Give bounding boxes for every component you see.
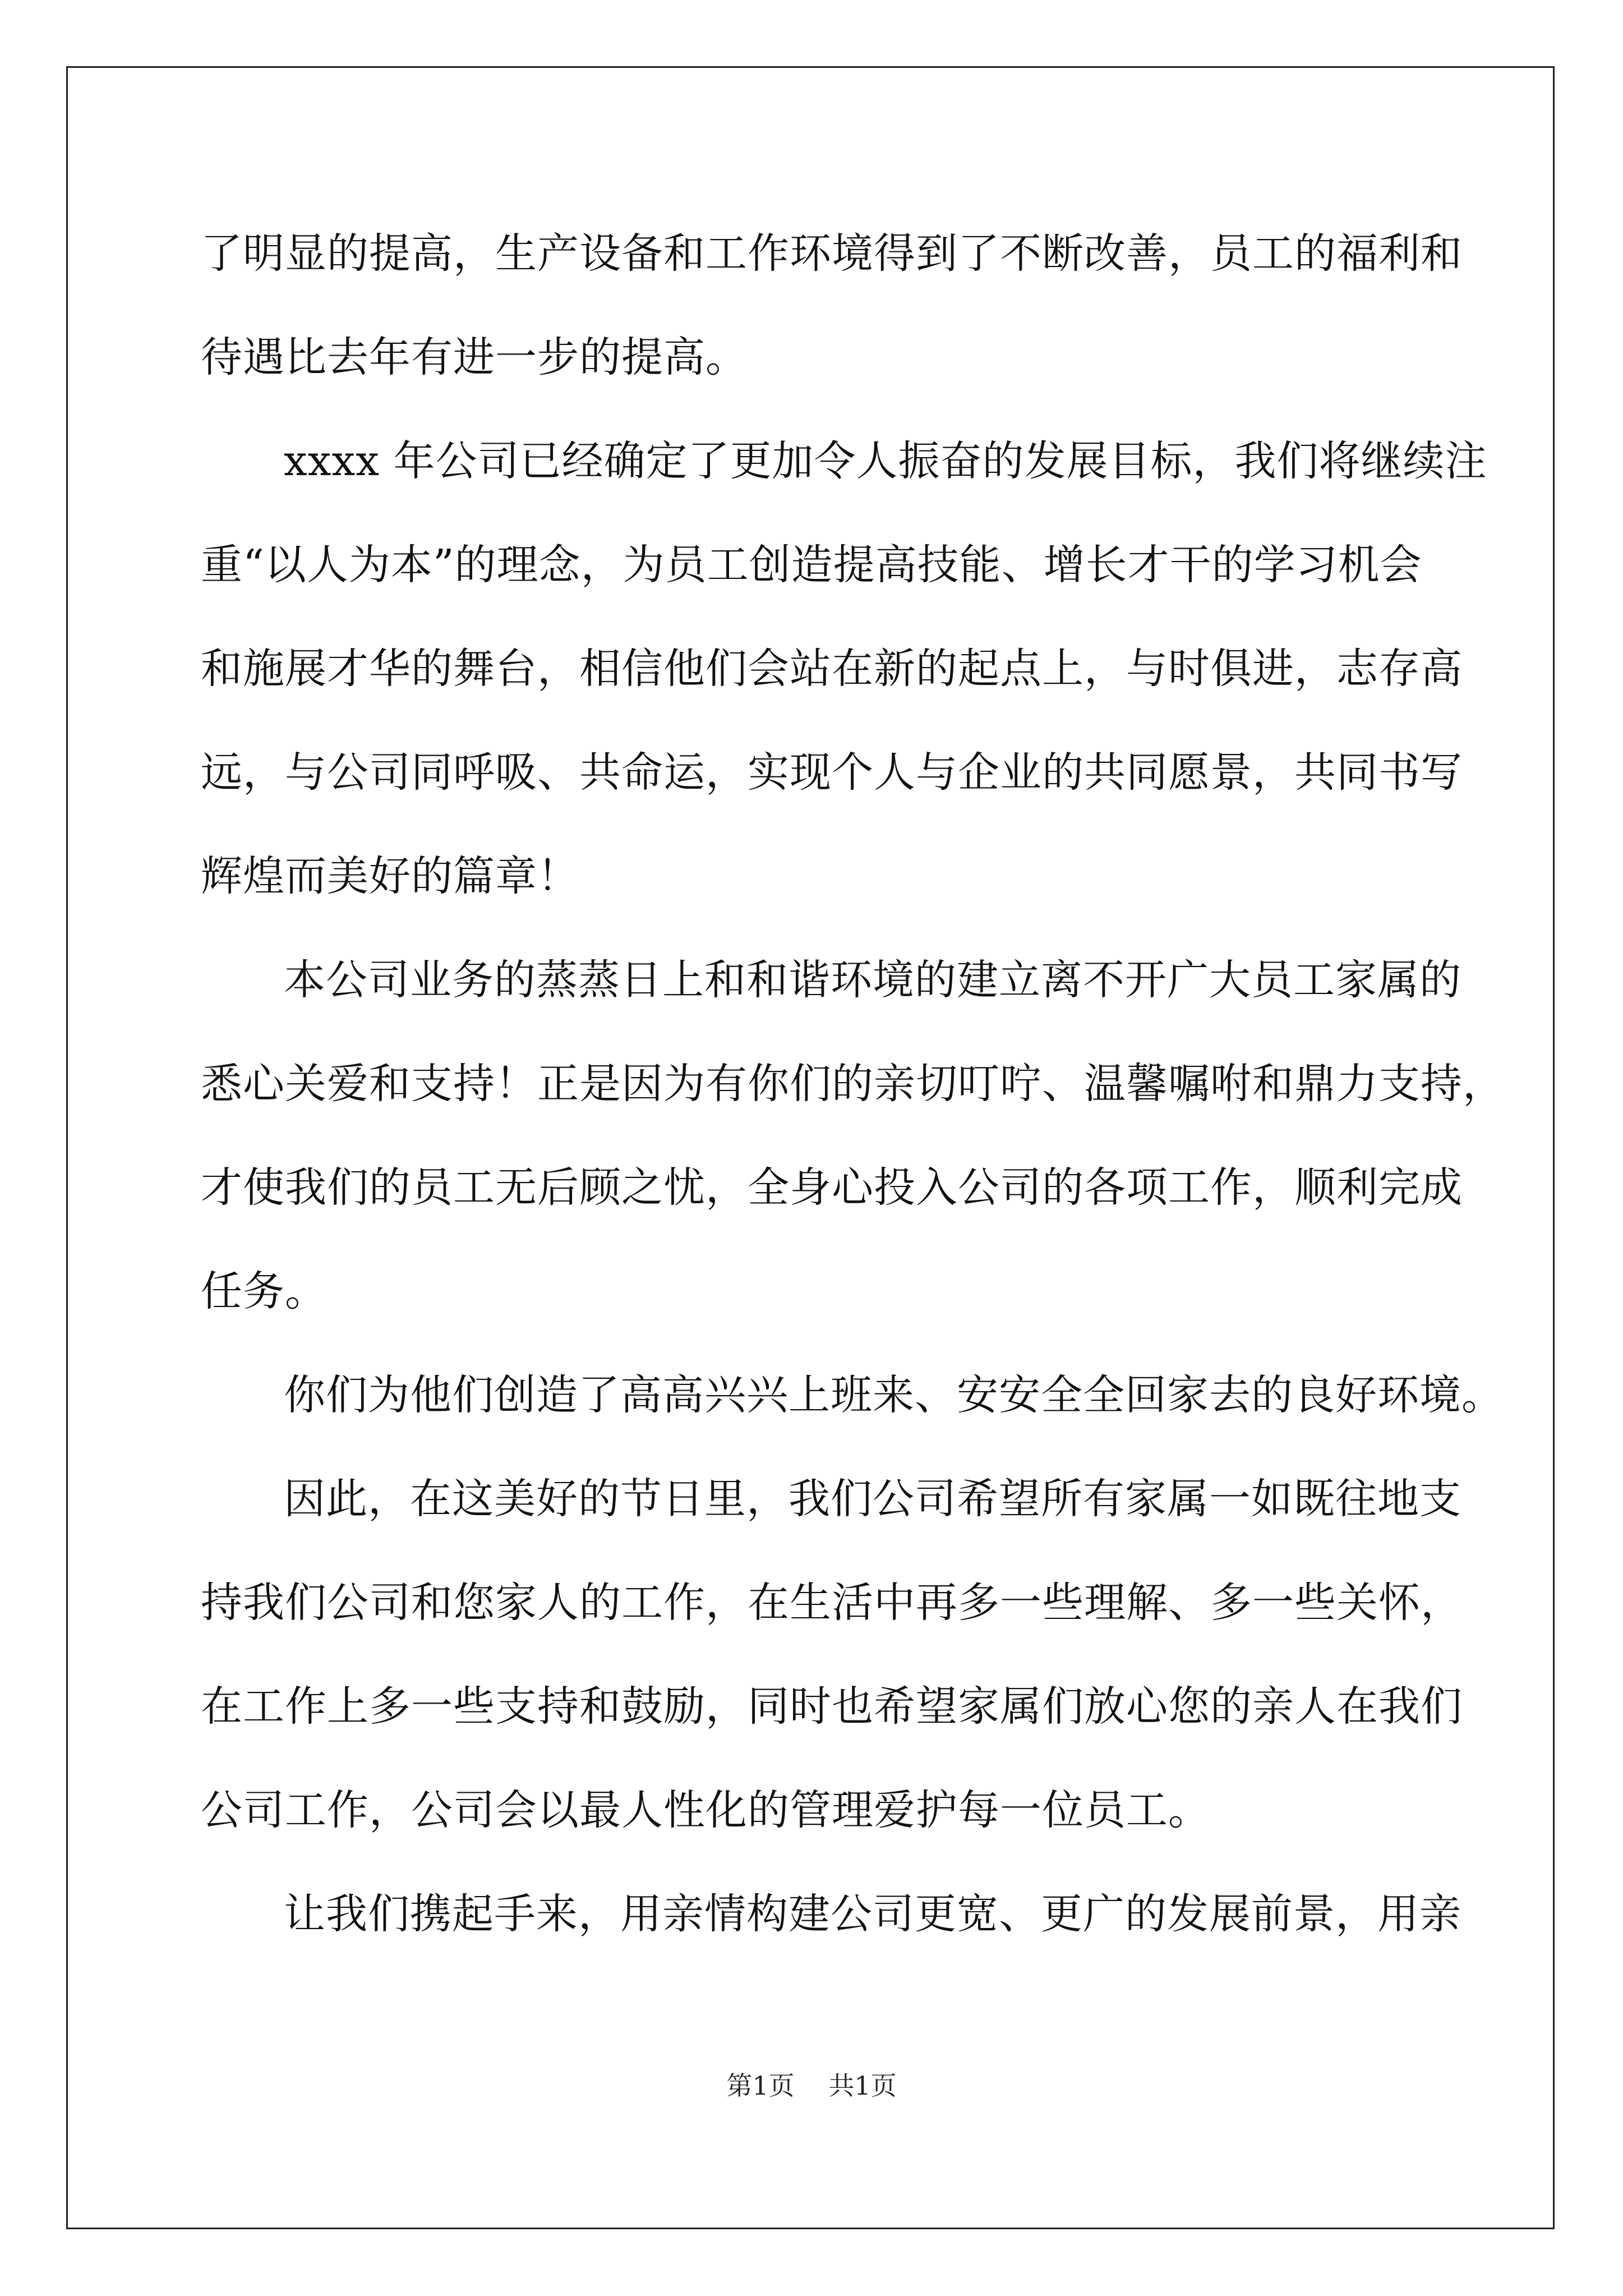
paragraph-start-line: 因此，在这美好的节日里，我们公司希望所有家属一如既往地支: [284, 1475, 1461, 1523]
text-line: 待遇比去年有进一步的提高。: [201, 333, 748, 381]
text-line: 远，与公司同呼吸、共命运，实现个人与企业的共同愿景，共同书写: [201, 748, 1463, 797]
paragraph-start-line: 本公司业务的蒸蒸日上和和谐环境的建立离不开广大员工家属的: [284, 956, 1461, 1004]
text-line: 辉煌而美好的篇章！: [201, 852, 579, 900]
text-line: 悉心关爱和支持！正是因为有你们的亲切叮咛、温馨嘱咐和鼎力支持，: [201, 1060, 1505, 1108]
text-line: 重“以人为本”的理念，为员工创造提高技能、增长才干的学习机会: [201, 541, 1422, 589]
text-line: 和施展才华的舞台，相信他们会站在新的起点上，与时俱进，志存高: [201, 645, 1463, 693]
paragraph-start-line: 你们为他们创造了高高兴兴上班来、安安全全回家去的良好环境。: [284, 1371, 1504, 1419]
text-line: 任务。: [201, 1267, 327, 1315]
page-footer: [0, 2069, 1623, 2102]
text-line: 持我们公司和您家人的工作，在生活中再多一些理解、多一些关怀，: [201, 1579, 1463, 1627]
paragraph-start-line: 让我们携起手来，用亲情构建公司更宽、更广的发展前景，用亲: [284, 1890, 1461, 1938]
text-line: 了明显的提高，生产设备和工作环境得到了不断改善，员工的福利和: [201, 229, 1463, 278]
paragraph-start-line: xxxx 年公司已经确定了更加令人振奋的发展目标，我们将继续注: [284, 437, 1487, 485]
text-line: 才使我们的员工无后顾之忧，全身心投入公司的各项工作，顺利完成: [201, 1163, 1463, 1212]
page-number-current: 第1页: [726, 2070, 795, 2101]
document-body: [201, 202, 1505, 1966]
text-line: 在工作上多一些支持和鼓励，同时也希望家属们放心您的亲人在我们: [201, 1682, 1463, 1731]
page-number-total: 共1页: [828, 2070, 897, 2101]
text-line: 公司工作，公司会以最人性化的管理爱护每一位员工。: [201, 1786, 1210, 1834]
